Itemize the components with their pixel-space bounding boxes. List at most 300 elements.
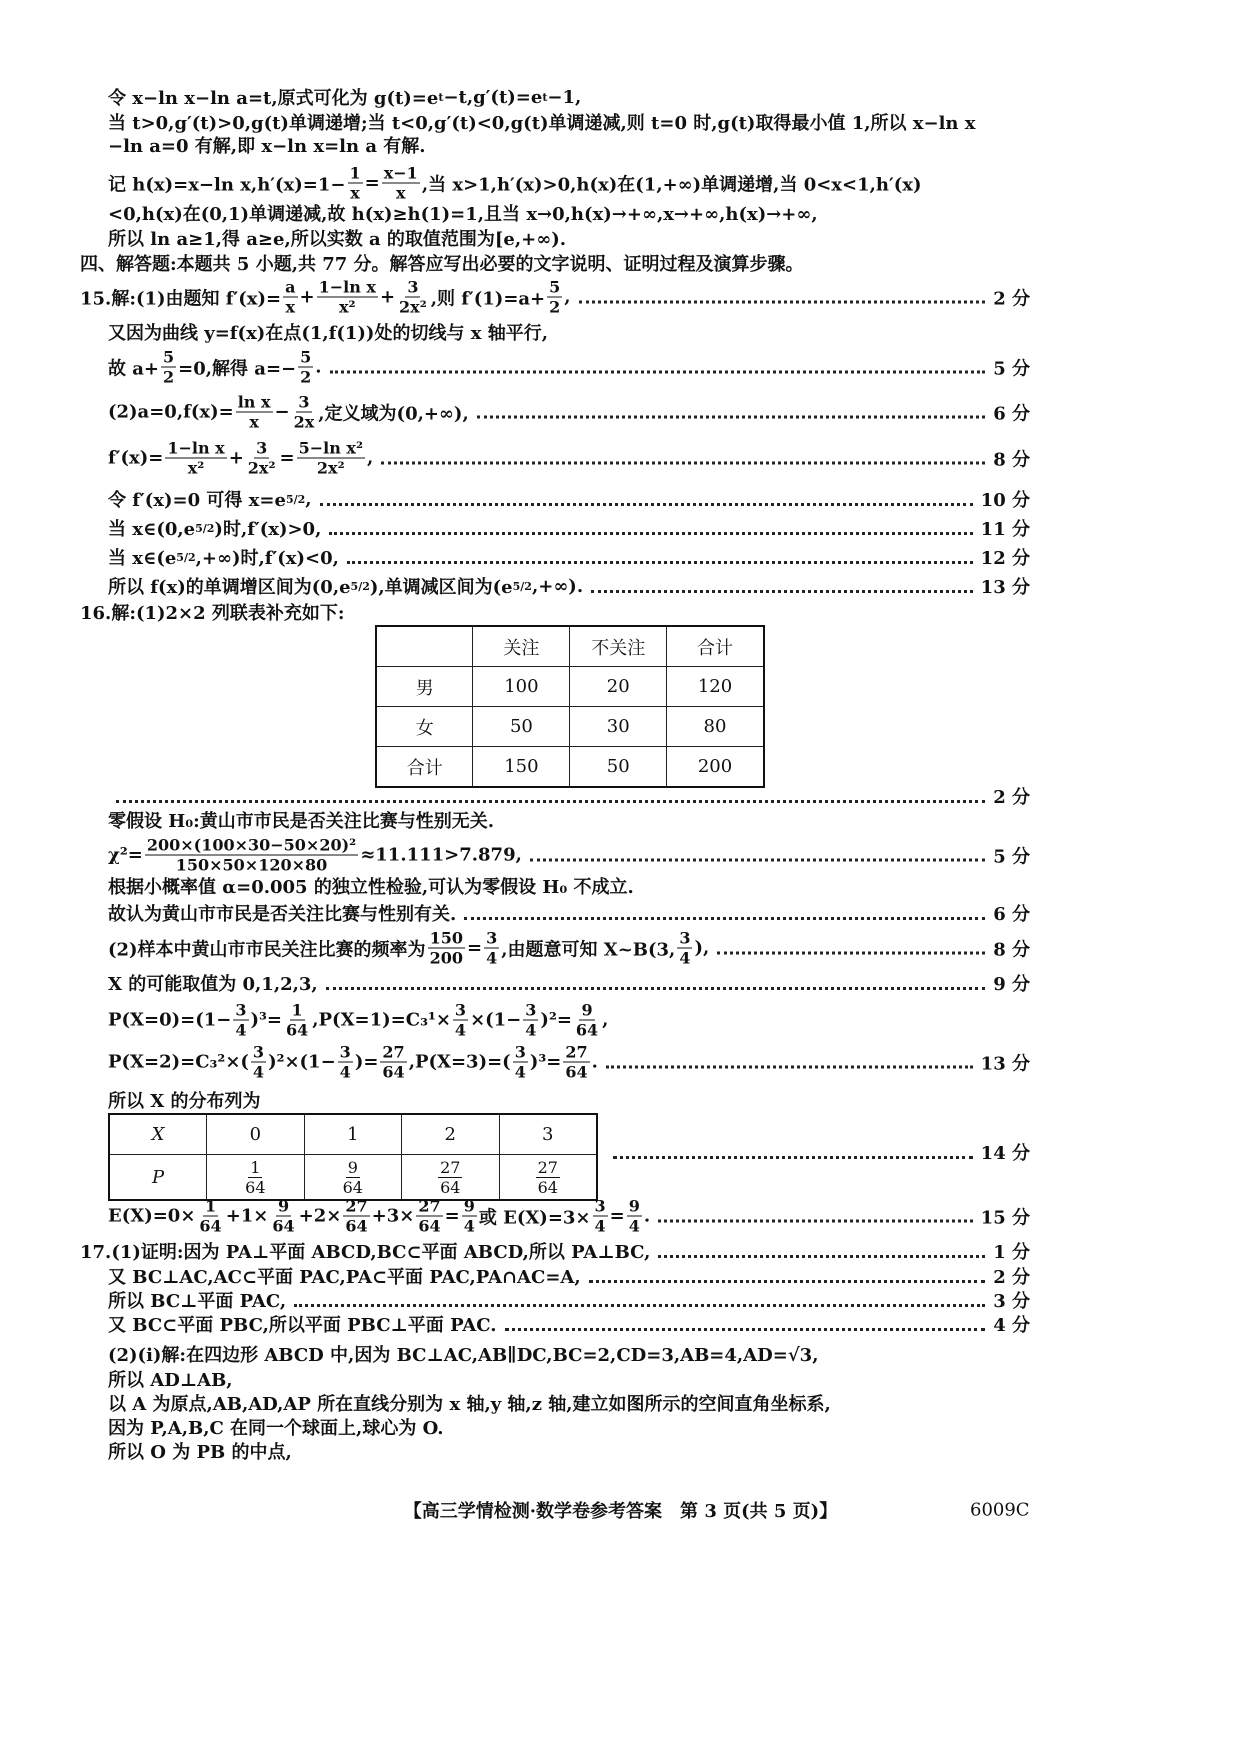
score-label: 2 分 [993, 1267, 1030, 1288]
text-run: +3× [371, 1205, 415, 1227]
score-label: 14 分 [980, 1143, 1030, 1164]
table-cell: 关注 [473, 626, 570, 667]
line-text [80, 250, 804, 276]
text-run: ,P(X=3)=( [408, 1051, 511, 1073]
text-run: 当 x∈(0,e [108, 519, 196, 540]
dot-leader [116, 800, 985, 803]
text-run: +2× [298, 1205, 342, 1227]
answer-line [108, 393, 1030, 432]
text-run: 又 BC⊂平面 PBC,所以平面 PBC⊥平面 PAC. [108, 1315, 497, 1336]
answer-line [108, 573, 1030, 599]
text-run: 又 BC⊥AC,AC⊂平面 PAC,PA⊂平面 PAC,PA∩AC=A, [108, 1267, 581, 1288]
text-run: ,则 f′(1)=a+ [430, 288, 546, 309]
numerator: 1 [250, 1157, 261, 1177]
numerator: 3 [256, 438, 268, 458]
line-text [108, 1390, 831, 1416]
fraction [397, 278, 429, 317]
score-label: 5 分 [993, 358, 1030, 379]
denominator: 2 [549, 297, 561, 317]
distribution-table [108, 1113, 598, 1201]
contingency-table [375, 625, 765, 788]
fraction [145, 836, 358, 875]
text-run: 所以 O 为 PB 的中点, [108, 1442, 292, 1463]
table-cell [376, 626, 473, 667]
text-run: 当 t>0,g′(t)>0,g(t)单调递增;当 t<0,g′(t)<0,g(t)单调递减,则 t=0 时,g(t)取得最小值 1,所以 x−ln x [108, 113, 976, 134]
line-text [108, 1366, 233, 1392]
answer-line [108, 1390, 1030, 1416]
text-run: =0,解得 a=− [178, 358, 297, 379]
text-run: P(X=2)=C₃²×( [108, 1051, 249, 1073]
dot-leader [606, 1066, 973, 1069]
numerator: ln x [237, 392, 271, 412]
fraction [484, 929, 499, 968]
numerator: 5 [300, 347, 312, 367]
score-label: 10 分 [980, 490, 1030, 511]
numerator: 27 [440, 1157, 461, 1177]
numerator: 9 [277, 1196, 290, 1216]
denominator: 64 [418, 1216, 441, 1236]
text-run: 令 f′(x)=0 可得 x=e [108, 490, 286, 511]
fraction [233, 1001, 248, 1040]
dot-leader [464, 917, 985, 920]
fraction [627, 1197, 642, 1236]
text-run: −ln a=0 有解,即 x−ln x=ln a 有解. [108, 136, 426, 157]
text-run: ), [694, 937, 710, 959]
text-run: + [299, 286, 315, 308]
numerator: 3 [594, 1196, 606, 1216]
dot-leader [320, 503, 973, 506]
answer-line [80, 1238, 1030, 1264]
answer-line [108, 132, 1030, 158]
answer-line [108, 873, 1030, 899]
text-run: P(X=0)=(1− [108, 1009, 232, 1031]
answer-line [108, 1438, 1030, 1464]
numerator: x−1 [383, 163, 418, 183]
fraction [236, 393, 273, 432]
fraction [428, 929, 465, 968]
superscript: 5/2 [512, 579, 532, 593]
denominator: 4 [594, 1216, 606, 1236]
table-cell: 不关注 [570, 626, 667, 667]
fraction [547, 278, 562, 317]
line-text [108, 1263, 581, 1289]
text-run: )²×(1− [268, 1051, 336, 1073]
numerator: 3 [514, 1042, 526, 1062]
text-run: 根据小概率值 α=0.005 的独立性检验,可认为零假设 H₀ 不成立. [108, 877, 634, 898]
table-cell: 合计 [667, 626, 765, 667]
line-text [108, 836, 522, 875]
text-run: , [305, 488, 312, 510]
denominator: 2 [300, 367, 312, 387]
numerator: 1 [291, 1000, 303, 1020]
fraction [513, 1043, 528, 1082]
numerator: 1−ln x [318, 277, 376, 297]
line-text [108, 1001, 608, 1040]
dot-leader [505, 1328, 986, 1331]
dot-leader [294, 1304, 985, 1307]
text-run: ,P(X=1)=C₃¹× [312, 1009, 451, 1031]
numerator: 1 [204, 1196, 217, 1216]
line-text [108, 319, 548, 345]
numerator: 3 [486, 928, 498, 948]
answer-line [80, 599, 1030, 625]
superscript: t [438, 90, 444, 104]
line-text [108, 1287, 286, 1313]
numerator: 3 [298, 392, 310, 412]
text-run: 16.解:(1)2×2 列联表补充如下: [80, 603, 345, 624]
denominator: 64 [272, 1216, 295, 1236]
answer-line [108, 1263, 1030, 1289]
answer-line [108, 1287, 1030, 1313]
numerator: 5−ln x² [298, 438, 363, 458]
text-run: 记 h(x)=x−ln x,h′(x)=1− [108, 174, 346, 195]
fraction [243, 1158, 267, 1197]
denominator: x² [339, 297, 356, 317]
denominator: 64 [342, 1177, 363, 1197]
table-cell: 0 [207, 1114, 304, 1155]
text-run: −1, [547, 86, 582, 108]
fraction [536, 1158, 560, 1197]
text-run: )³= [250, 1009, 282, 1031]
answer-line [108, 900, 1030, 926]
text-run: E(X)=0× [108, 1205, 196, 1227]
denominator: 64 [565, 1062, 588, 1082]
line-text [108, 544, 339, 570]
numerator: 27 [418, 1196, 441, 1216]
numerator: 9 [581, 1000, 593, 1020]
text-run: + [228, 447, 244, 469]
line-text [108, 348, 322, 387]
text-run: +1× [225, 1205, 269, 1227]
text-run: )= [354, 1051, 379, 1073]
denominator: 4 [252, 1062, 265, 1082]
table-cell: 50 [473, 707, 570, 747]
score-label: 1 分 [993, 1242, 1030, 1263]
table-cell [499, 1155, 597, 1201]
denominator: 2x² [316, 458, 345, 478]
text-run: = [364, 172, 380, 194]
fraction [251, 1043, 266, 1082]
answer-line [108, 164, 1030, 203]
answer-line [80, 278, 1030, 317]
denominator: 64 [245, 1177, 266, 1197]
text-run: ,定义域为(0,+∞), [318, 403, 469, 424]
dot-leader [329, 532, 972, 535]
table-cell: 男 [376, 667, 473, 707]
denominator: 2x [293, 412, 315, 432]
table-cell: 女 [376, 707, 473, 747]
fraction [380, 1043, 406, 1082]
denominator: 4 [454, 1020, 467, 1040]
dot-leader [530, 859, 985, 862]
fraction [462, 1197, 477, 1236]
table-cell: P [109, 1155, 207, 1201]
text-run: 所以 ln a≥1,得 a≥e,所以实数 a 的取值范围为[e,+∞). [108, 229, 567, 250]
line-text [108, 1341, 818, 1367]
fraction [338, 1043, 353, 1082]
table-cell: 20 [570, 667, 667, 707]
answer-line [108, 1366, 1030, 1392]
denominator: x [350, 183, 360, 203]
score-label: 5 分 [993, 846, 1030, 867]
line-text [108, 132, 426, 158]
text-run: = [466, 937, 483, 959]
answer-line [108, 1001, 1030, 1040]
answer-line [108, 544, 1030, 570]
text-run: <0,h(x)在(0,1)单调递减,故 h(x)≥h(1)=1,且当 x→0,h(x)→+∞,x→+∞,h(x)→+∞, [108, 204, 818, 225]
dot-leader [347, 561, 973, 564]
text-run: −t,g′(t)=e [443, 86, 543, 108]
dot-leader [579, 301, 986, 304]
line-text [108, 900, 456, 926]
superscript: 5/2 [350, 579, 370, 593]
fraction [246, 439, 278, 478]
line-text [80, 599, 345, 625]
score-label: 4 分 [993, 1315, 1030, 1336]
answer-line [108, 439, 1030, 478]
dot-leader [658, 1220, 973, 1223]
denominator: 2 [163, 367, 175, 387]
line-text [108, 164, 922, 203]
score-label: 13 分 [980, 1053, 1030, 1074]
line-text [108, 1438, 292, 1464]
numerator: 5 [549, 277, 561, 297]
text-run: 以 A 为原点,AB,AD,AP 所在直线分别为 x 轴,y 轴,z 轴,建立如图所示的空间直角坐标系, [108, 1394, 831, 1415]
dot-leader [477, 416, 985, 419]
dot-leader [591, 590, 973, 593]
fraction [563, 1043, 589, 1082]
line-text [108, 439, 373, 478]
dot-leader [381, 462, 985, 465]
numerator: 27 [537, 1157, 558, 1177]
score-label: 8 分 [993, 449, 1030, 470]
denominator: 150×50×120×80 [175, 855, 328, 875]
text-run: ×(1− [470, 1009, 522, 1031]
superscript: 5/2 [195, 521, 215, 535]
line-text [108, 873, 634, 899]
text-run: (2)a=0,f(x)= [108, 401, 234, 423]
text-run: . [643, 1205, 651, 1227]
fraction [341, 1158, 365, 1197]
fraction [270, 1197, 296, 1236]
fraction [348, 164, 363, 203]
denominator: 64 [285, 1020, 309, 1040]
text-run: 15.解:(1)由题知 f′(x)= [80, 288, 282, 309]
line-text [108, 486, 312, 512]
text-run: + [379, 286, 396, 308]
line-text [108, 807, 494, 833]
table-cell: 1 [304, 1114, 401, 1155]
text-run: = [609, 1205, 625, 1227]
fraction [284, 1001, 310, 1040]
answer-line [108, 515, 1030, 541]
numerator: 3 [407, 277, 419, 297]
score-label: 2 分 [993, 288, 1030, 309]
answer-line [108, 1414, 1030, 1440]
score-label: 6 分 [993, 904, 1030, 925]
score-label: 3 分 [993, 1291, 1030, 1312]
answer-line [108, 84, 1030, 110]
score-label: 2 分 [993, 787, 1030, 808]
table-cell [402, 1155, 499, 1201]
numerator: 27 [565, 1042, 588, 1062]
text-run: 令 x−ln x−ln a=t,原式可化为 g(t)=e [108, 88, 439, 109]
denominator: 64 [345, 1216, 368, 1236]
text-run: = [444, 1205, 460, 1227]
line-text [108, 573, 583, 599]
text-run: − [274, 401, 290, 423]
denominator: 4 [463, 1216, 475, 1236]
line-text [108, 200, 818, 226]
denominator: 64 [199, 1216, 222, 1236]
denominator: 64 [382, 1062, 405, 1082]
table-cell [304, 1155, 401, 1201]
fraction [343, 1197, 369, 1236]
fraction [317, 278, 378, 317]
table-cell: 30 [570, 707, 667, 747]
table-cell: 80 [667, 707, 765, 747]
text-run: ,由题意可知 X~B(3, [501, 939, 676, 960]
denominator: 4 [339, 1062, 351, 1082]
fraction [453, 1001, 468, 1040]
text-run: )³= [529, 1051, 562, 1073]
dot-leader [717, 952, 985, 955]
text-run: 又因为曲线 y=f(x)在点(1,f(1))处的切线与 x 轴平行, [108, 323, 548, 344]
text-run: , [366, 447, 374, 469]
line-text [108, 1414, 443, 1440]
text-run: 所以 BC⊥平面 PAC, [108, 1291, 287, 1312]
dot-leader [326, 987, 986, 990]
line-text [108, 1043, 598, 1082]
numerator: 3 [235, 1000, 247, 1020]
fraction [283, 278, 297, 317]
text-run: (2)样本中黄山市市民关注比赛的频率为 [108, 939, 426, 960]
denominator: 2x² [399, 297, 427, 317]
line-text [80, 1238, 650, 1264]
text-run: (2)(i)解:在四边形 ABCD 中,因为 BC⊥AC,AB∥DC,BC=2,CD=3,AB=4,AD=√3, [108, 1345, 819, 1366]
answer-line [108, 1341, 1030, 1367]
table-row [376, 747, 764, 788]
numerator: 3 [679, 928, 691, 948]
dot-leader [658, 1255, 985, 1258]
score-label: 13 分 [980, 577, 1030, 598]
denominator: 4 [235, 1020, 247, 1040]
text-run: 四、解答题:本题共 5 小题,共 77 分。解答应写出必要的文字说明、证明过程及演算步骤。 [80, 254, 804, 275]
text-run: . [591, 1051, 598, 1073]
table-header-row [376, 626, 764, 667]
text-run: 17.(1)证明:因为 PA⊥平面 ABCD,BC⊂平面 ABCD,所以 PA⊥BC, [80, 1242, 651, 1263]
answer-line [108, 1311, 1030, 1337]
answer-line [108, 486, 1030, 512]
numerator: 1−ln x [167, 438, 225, 458]
line-text [108, 1197, 650, 1236]
table-cell: 50 [570, 747, 667, 788]
numerator: 27 [345, 1196, 368, 1216]
numerator: 200×(100×30−50×20)² [146, 835, 357, 855]
text-run: χ²= [108, 844, 143, 866]
fraction [382, 164, 420, 203]
text-run: 或 E(X)=3× [478, 1207, 591, 1228]
score-label: 15 分 [980, 1207, 1030, 1228]
denominator: 4 [514, 1062, 526, 1082]
line-text [108, 393, 469, 432]
document-code: 6009C [970, 1499, 1030, 1521]
table-cell: 3 [499, 1114, 597, 1155]
fraction [574, 1001, 600, 1040]
answer-line [108, 929, 1030, 968]
denominator: x [396, 183, 406, 203]
fraction [165, 439, 226, 478]
score-label: 6 分 [993, 403, 1030, 424]
table-cell: X [109, 1114, 207, 1155]
line-text [108, 929, 709, 968]
table-cell: 120 [667, 667, 765, 707]
fraction [297, 439, 365, 478]
text-run: = [279, 447, 295, 469]
numerator: 9 [347, 1157, 358, 1177]
answer-line [108, 348, 1030, 387]
text-run: 所以 f(x)的单调增区间为(0,e [108, 577, 351, 598]
table-row [376, 707, 764, 747]
score-label: 9 分 [993, 974, 1030, 995]
text-run: ,+∞)时,f′(x)<0, [195, 548, 339, 569]
numerator: 150 [429, 928, 463, 948]
answer-line [108, 783, 1030, 809]
fraction [161, 348, 176, 387]
answer-line [108, 807, 1030, 833]
numerator: 27 [382, 1042, 405, 1062]
score-label: 11 分 [980, 519, 1030, 540]
line-text [108, 225, 566, 251]
denominator: x [249, 412, 259, 432]
answer-line [108, 1197, 1030, 1236]
score-label: 8 分 [993, 939, 1030, 960]
numerator: 9 [463, 1196, 475, 1216]
denominator: 4 [628, 1216, 640, 1236]
table-cell: 150 [473, 747, 570, 788]
denominator: 64 [537, 1177, 558, 1197]
answer-line [108, 200, 1030, 226]
table-row [109, 1114, 597, 1155]
denominator: 4 [525, 1020, 537, 1040]
text-run: ,+∞). [531, 575, 584, 597]
table-cell: 合计 [376, 747, 473, 788]
numerator: 5 [163, 347, 175, 367]
superscript: 5/2 [285, 492, 306, 506]
table-row [376, 667, 764, 707]
answer-line [80, 250, 1030, 276]
text-run: . [315, 356, 322, 378]
denominator: x² [187, 458, 205, 478]
answer-line [108, 1087, 1030, 1113]
denominator: 64 [440, 1177, 461, 1197]
numerator: 3 [525, 1000, 537, 1020]
answer-line [108, 225, 1030, 251]
fraction [523, 1001, 538, 1040]
text-run: X 的可能取值为 0,1,2,3, [108, 974, 318, 995]
answer-line [108, 319, 1030, 345]
dot-leader [589, 1280, 986, 1283]
table-cell [207, 1155, 304, 1201]
denominator: 200 [429, 948, 463, 968]
line-text [80, 278, 571, 317]
text-run: ≈11.111>7.879, [360, 844, 522, 866]
fraction [197, 1197, 223, 1236]
table-cell: 200 [667, 747, 765, 788]
text-run: )²= [540, 1009, 572, 1031]
superscript: t [542, 90, 548, 104]
numerator: 3 [454, 1000, 467, 1020]
